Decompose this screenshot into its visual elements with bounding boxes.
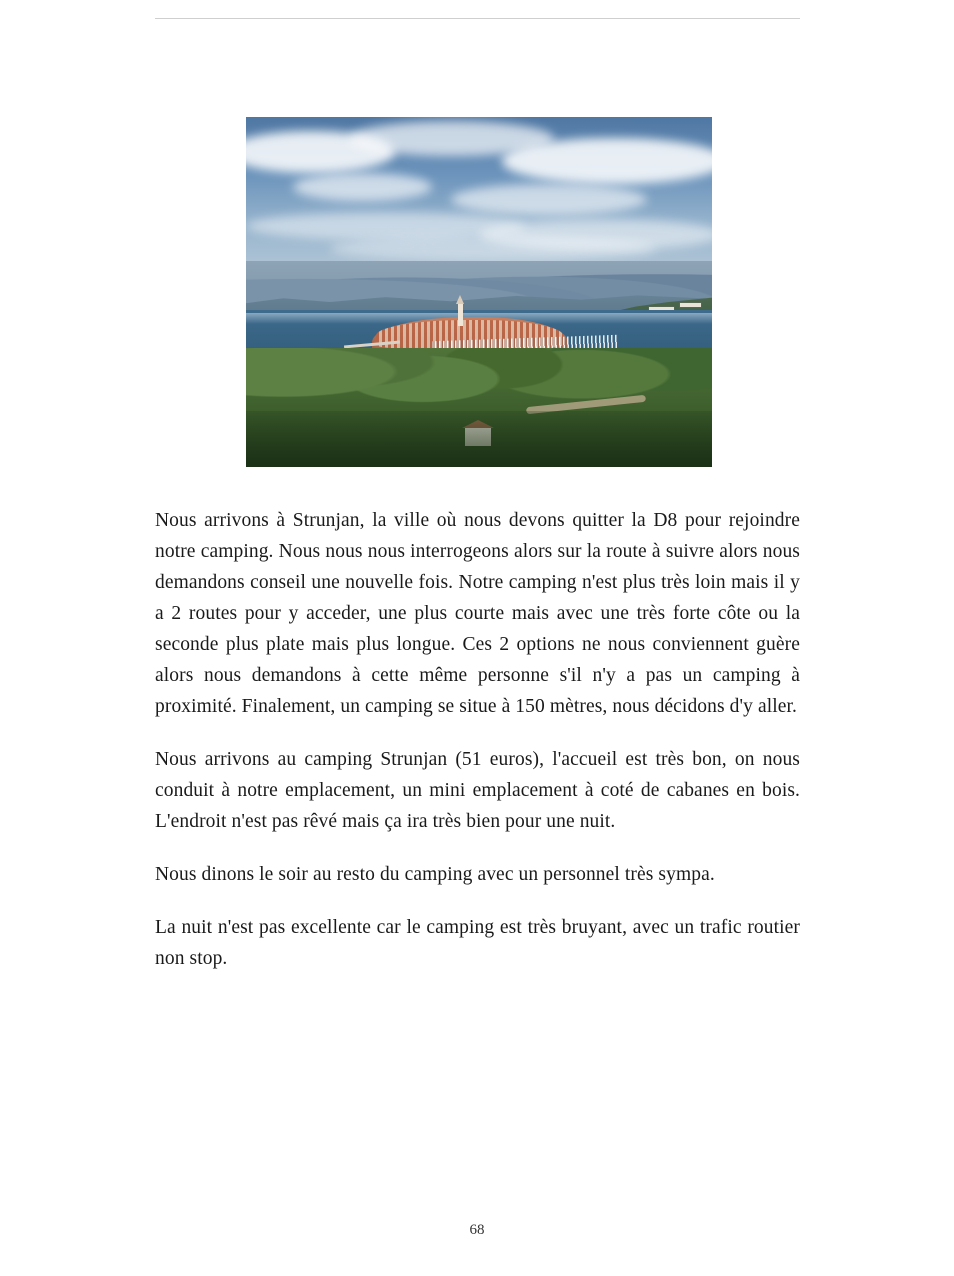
paragraph: Nous dinons le soir au resto du camping avec un personnel très sympa.: [155, 864, 715, 885]
coastal-town-panorama-photo: [245, 116, 713, 468]
paragraph: Nous arrivons à Strunjan, la ville où nous devons quitter la D8 pour rejoindre notre camping. Nous nous nous interrogeons alors sur la route à suivre alors nous demandons conseil une nouvelle fois. Notre camping n'est plus très loin mais il y a 2 routes pour y acceder, une plus courte mais avec une très forte côte ou la seconde plus plate mais plus longue. Ces 2 options ne nous conviennent guère alors nous demandons à cette même personne s'il n'y a pas un camping à proximité. Finalement, un camping se situe à 150 mètres, nous décidons d'y aller.: [155, 510, 800, 717]
church-steeple: [458, 304, 463, 326]
cloud-shape: [293, 173, 433, 201]
hillside-building: [680, 303, 701, 306]
page-number: 68: [469, 1222, 485, 1238]
cloud-shape: [451, 184, 647, 216]
vegetation-shadow: [246, 411, 712, 467]
cloud-shape: [330, 236, 656, 261]
cloud-shape: [502, 138, 712, 184]
paragraph: La nuit n'est pas excellente car le camping est très bruyant, avec un trafic routier non stop.: [155, 917, 800, 969]
body-text: [155, 505, 800, 974]
photo-canvas: [246, 117, 712, 467]
page-top-rule: [155, 18, 800, 19]
paragraph: Nous arrivons au camping Strunjan (51 euros), l'accueil est très bon, on nous conduit à notre emplacement, un mini emplacement à coté de cabanes en bois. L'endroit n'est pas rêvé mais ça ira très bien pour une nuit.: [155, 749, 800, 832]
